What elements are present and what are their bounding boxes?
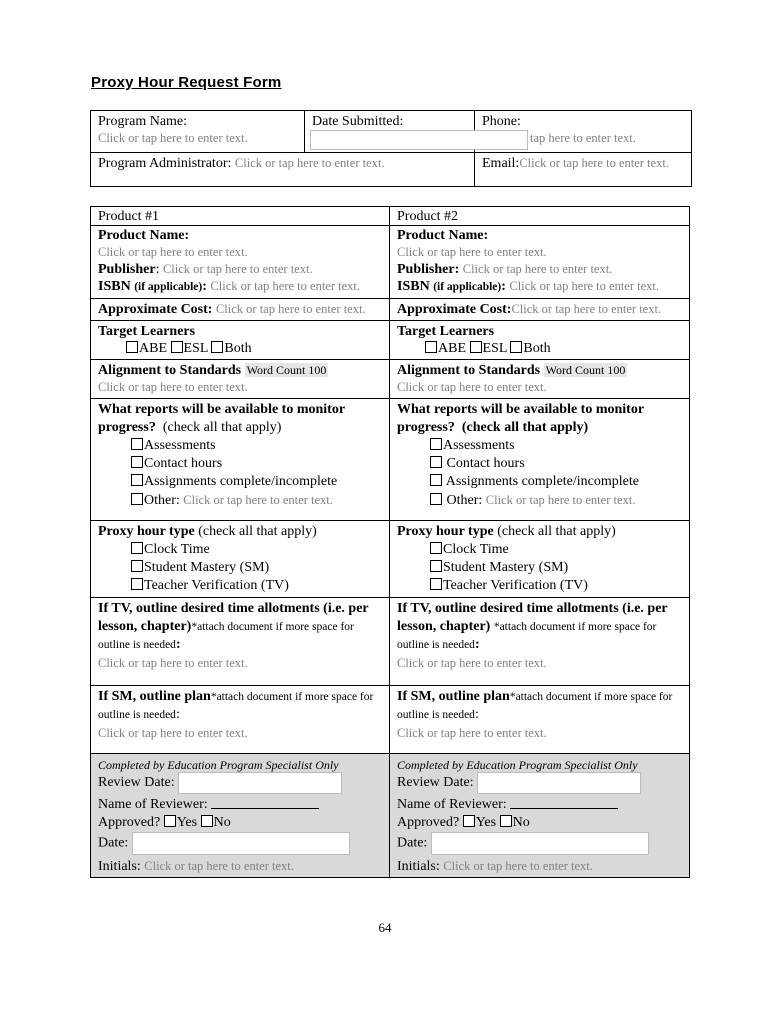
- product-2-proxy-type-label: Proxy hour type: [397, 524, 494, 539]
- product-1-reports-question: What reports will be available to monitor progress?: [98, 402, 345, 435]
- product-2-date-label: Date:: [397, 835, 428, 851]
- product-1-cost-label: Approximate Cost:: [98, 302, 213, 317]
- product-1-yes-label: Yes: [176, 815, 198, 830]
- product-1-proxy-type-note: (check all that apply): [198, 524, 317, 539]
- product-1-contact-hours-checkbox[interactable]: [131, 456, 143, 468]
- product-2-heading: Product #2: [390, 207, 690, 226]
- product-2-publisher-label: Publisher:: [397, 262, 460, 277]
- product-2-tv-note: *attach document if more space for outline is needed: [397, 621, 657, 651]
- product-2-sm-note: *attach document if more space for outline is needed: [397, 691, 673, 721]
- product-2-both-label: Both: [523, 341, 551, 356]
- product-1-review-date-input[interactable]: [178, 772, 342, 794]
- product-1-isbn-label: ISBN: [98, 279, 131, 294]
- product-1-assignments-label: Assignments complete/incomplete: [144, 474, 338, 489]
- product-2-tv-outline: If TV, outline desired time allotments (i.e. per lesson, chapter) *attach document if more space for outline is needed: Click or tap here to enter text.: [390, 598, 690, 686]
- product-1-isbn-note: (if applicable): [134, 281, 203, 293]
- product-2-sm-label: Student Mastery (SM): [443, 560, 569, 575]
- product-1-reviewer-input[interactable]: [211, 796, 319, 809]
- product-2-alignment: [390, 360, 690, 399]
- product-1-assessments-label: Assessments: [144, 438, 216, 453]
- product-1-tv-question: If TV, outline desired time allotments (i.e. per lesson, chapter): [98, 601, 369, 634]
- program-admin-input[interactable]: Click or tap here to enter text.: [234, 156, 385, 170]
- product-2-reports: [390, 399, 690, 521]
- product-1-publisher-label: Publisher: [98, 262, 156, 277]
- product-1-alignment: [91, 360, 390, 399]
- product-2-assessments-label: Assessments: [443, 438, 515, 453]
- product-2-no-checkbox[interactable]: [500, 815, 512, 827]
- form-title: Proxy Hour Request Form: [91, 74, 282, 91]
- date-submitted-input[interactable]: [310, 130, 528, 150]
- product-2-target-learners-label: Target Learners: [397, 324, 495, 339]
- product-1-date-label: Date:: [98, 835, 129, 851]
- product-2-assignments-label: Assignments complete/incomplete: [445, 474, 639, 489]
- product-2-abe-label: ABE: [438, 341, 466, 356]
- product-1-tv-note: *attach document if more space for outline is needed: [98, 621, 354, 651]
- product-2-review-date-input[interactable]: [477, 772, 641, 794]
- product-1-target-learners: [91, 321, 390, 360]
- product-1-publisher-input[interactable]: Click or tap here to enter text.: [162, 262, 313, 276]
- product-2-contact-hours-checkbox[interactable]: [430, 456, 442, 468]
- product-2-isbn-input[interactable]: Click or tap here to enter text.: [509, 279, 660, 293]
- product-2-cost-input[interactable]: Click or tap here to enter text.: [511, 302, 662, 316]
- product-1-cost-input[interactable]: Click or tap here to enter text.: [215, 302, 366, 316]
- email-input[interactable]: Click or tap here to enter text.: [519, 156, 669, 170]
- product-2-cost-label: Approximate Cost:: [397, 302, 512, 317]
- product-1-tv-label: Teacher Verification (TV): [144, 578, 289, 593]
- product-2-tv-checkbox[interactable]: [430, 578, 442, 590]
- product-2-alignment-input[interactable]: Click or tap here to enter text.: [397, 380, 547, 394]
- product-1-approved-label: Approved?: [98, 815, 161, 830]
- product-2-date-input[interactable]: [431, 832, 649, 855]
- product-2-proxy-type-note: (check all that apply): [497, 524, 616, 539]
- product-2-other-label: Other:: [446, 493, 483, 508]
- product-1-review-date-label: Review Date:: [98, 775, 175, 791]
- product-2-approved-label: Approved?: [397, 815, 460, 830]
- date-submitted-cell: [305, 111, 475, 153]
- product-2-sm-input[interactable]: Click or tap here to enter text.: [397, 726, 547, 740]
- product-1-specialist-only: Completed by Education Program Specialist Only: [98, 758, 339, 772]
- product-2-other-input[interactable]: Click or tap here to enter text.: [485, 493, 636, 507]
- product-2-target-learners: [390, 321, 690, 360]
- product-1-name-input[interactable]: Click or tap here to enter text.: [98, 245, 248, 259]
- product-1-no-checkbox[interactable]: [201, 815, 213, 827]
- product-1-name-label: Product Name:: [98, 228, 190, 243]
- product-2-abe-checkbox[interactable]: [425, 341, 437, 353]
- product-1-sm-checkbox[interactable]: [131, 560, 143, 572]
- product-1-tv-checkbox[interactable]: [131, 578, 143, 590]
- product-1-word-count: Word Count 100: [246, 363, 327, 377]
- product-1-alignment-label: Alignment to Standards: [98, 363, 242, 378]
- product-1-sm-question: If SM, outline plan: [98, 689, 211, 704]
- product-1-cost: [91, 299, 390, 321]
- product-1-isbn-input[interactable]: Click or tap here to enter text.: [210, 279, 361, 293]
- product-2-name-input[interactable]: Click or tap here to enter text.: [397, 245, 547, 259]
- product-1-proxy-type: [91, 521, 390, 598]
- product-1-esl-checkbox[interactable]: [171, 341, 183, 353]
- product-2-word-count: Word Count 100: [545, 363, 626, 377]
- product-2-assignments-checkbox[interactable]: [430, 474, 442, 486]
- product-2-sm-outline: If SM, outline plan*attach document if more space for outline is needed: Click or tap here to enter text.: [390, 686, 690, 754]
- header-table: [90, 110, 692, 187]
- phone-input[interactable]: tap here to enter text.: [530, 131, 636, 145]
- product-1-specialist-section: [91, 754, 390, 878]
- product-1-contact-hours-label: Contact hours: [144, 456, 223, 471]
- product-2-alignment-label: Alignment to Standards: [397, 363, 541, 378]
- product-2-specialist-section: [390, 754, 690, 878]
- program-name-label: Program Name:: [98, 114, 188, 129]
- product-2-proxy-type: [390, 521, 690, 598]
- product-2-tv-label: Teacher Verification (TV): [443, 578, 588, 593]
- product-1-other-input[interactable]: Click or tap here to enter text.: [183, 493, 333, 507]
- product-2-tv-question: If TV, outline desired time allotments (i.e. per lesson, chapter): [397, 601, 668, 634]
- product-1-sm-note: *attach document if more space for outline is needed: [98, 691, 374, 721]
- product-2-contact-hours-label: Contact hours: [446, 456, 525, 471]
- product-1-reviewer-label: Name of Reviewer:: [98, 797, 208, 812]
- product-1-other-checkbox[interactable]: [131, 493, 143, 505]
- program-name-cell: [91, 111, 305, 153]
- product-2-publisher-input[interactable]: Click or tap here to enter text.: [462, 262, 613, 276]
- product-1-no-label: No: [213, 815, 231, 830]
- program-admin-cell: [91, 153, 475, 187]
- product-1-initials-input[interactable]: Click or tap here to enter text.: [144, 859, 294, 873]
- product-2-info: Product Name: Click or tap here to enter text. Publisher: Click or tap here to enter text. ISBN (if applicable): Click or tap here to enter text.: [390, 226, 690, 299]
- product-2-initials-input[interactable]: Click or tap here to enter text.: [443, 859, 593, 873]
- product-1-assessments-checkbox[interactable]: [131, 438, 143, 450]
- product-1-heading: Product #1: [91, 207, 390, 226]
- product-2-sm-question: If SM, outline plan: [397, 689, 510, 704]
- product-2-name-label: Product Name:: [397, 228, 489, 243]
- program-admin-label: Program Administrator:: [98, 156, 232, 171]
- product-1-alignment-input[interactable]: Click or tap here to enter text.: [98, 380, 248, 394]
- email-label: Email:: [482, 156, 520, 171]
- product-2-sm-checkbox[interactable]: [430, 560, 442, 572]
- program-name-input[interactable]: Click or tap here to enter text.: [98, 131, 248, 145]
- phone-label: Phone:: [482, 114, 521, 129]
- product-1-tv-input[interactable]: Click or tap here to enter text.: [98, 656, 248, 670]
- product-2-specialist-only: Completed by Education Program Specialist Only: [397, 758, 638, 772]
- product-1-date-input[interactable]: [132, 832, 350, 855]
- product-2-other-checkbox[interactable]: [430, 493, 442, 505]
- product-1-abe-checkbox[interactable]: [126, 341, 138, 353]
- product-1-proxy-type-label: Proxy hour type: [98, 524, 195, 539]
- product-1-esl-label: ESL: [183, 341, 208, 356]
- product-2-reviewer-label: Name of Reviewer:: [397, 797, 507, 812]
- product-1-sm-outline: If SM, outline plan*attach document if more space for outline is needed: Click or tap here to enter text.: [91, 686, 390, 754]
- products-table: [90, 206, 690, 878]
- product-1-initials-label: Initials:: [98, 859, 141, 874]
- product-1-assignments-checkbox[interactable]: [131, 474, 143, 486]
- product-2-cost: [390, 299, 690, 321]
- product-2-assessments-checkbox[interactable]: [430, 438, 442, 450]
- product-2-isbn-note: (if applicable): [433, 281, 502, 293]
- product-2-tv-input[interactable]: Click or tap here to enter text.: [397, 656, 547, 670]
- product-2-clock-time-label: Clock Time: [443, 542, 509, 557]
- product-1-tv-outline: If TV, outline desired time allotments (i.e. per lesson, chapter)*attach document if more space for outline is needed: Click or tap here to enter text.: [91, 598, 390, 686]
- date-submitted-label: Date Submitted:: [312, 114, 404, 129]
- product-2-no-label: No: [512, 815, 530, 830]
- product-1-yes-checkbox[interactable]: [164, 815, 176, 827]
- product-2-clock-time-checkbox[interactable]: [430, 542, 442, 554]
- product-1-info: Product Name: Click or tap here to enter text. Publisher: Click or tap here to enter text. ISBN (if applicable): Click or tap here to enter text.: [91, 226, 390, 299]
- product-2-reports-note: (check all that apply): [461, 420, 589, 435]
- product-2-esl-label: ESL: [482, 341, 507, 356]
- product-2-review-date-label: Review Date:: [397, 775, 474, 791]
- product-1-clock-time-label: Clock Time: [144, 542, 210, 557]
- product-2-reports-question: What reports will be available to monitor progress?: [397, 402, 644, 435]
- product-1-clock-time-checkbox[interactable]: [131, 542, 143, 554]
- product-1-sm-input[interactable]: Click or tap here to enter text.: [98, 726, 248, 740]
- product-2-yes-checkbox[interactable]: [463, 815, 475, 827]
- product-1-sm-label: Student Mastery (SM): [144, 560, 270, 575]
- product-1-other-label: Other:: [144, 493, 180, 508]
- product-2-yes-label: Yes: [475, 815, 497, 830]
- email-cell: [475, 153, 692, 187]
- product-1-both-checkbox[interactable]: [211, 341, 223, 353]
- product-1-abe-label: ABE: [139, 341, 167, 356]
- product-2-both-checkbox[interactable]: [510, 341, 522, 353]
- product-2-reviewer-input[interactable]: [510, 796, 618, 809]
- product-2-initials-label: Initials:: [397, 859, 440, 874]
- product-2-esl-checkbox[interactable]: [470, 341, 482, 353]
- product-1-reports: [91, 399, 390, 521]
- product-1-reports-note: (check all that apply): [162, 420, 282, 435]
- product-1-target-learners-label: Target Learners: [98, 324, 196, 339]
- product-2-isbn-label: ISBN: [397, 279, 430, 294]
- page-number: 64: [378, 920, 392, 935]
- product-1-both-label: Both: [224, 341, 252, 356]
